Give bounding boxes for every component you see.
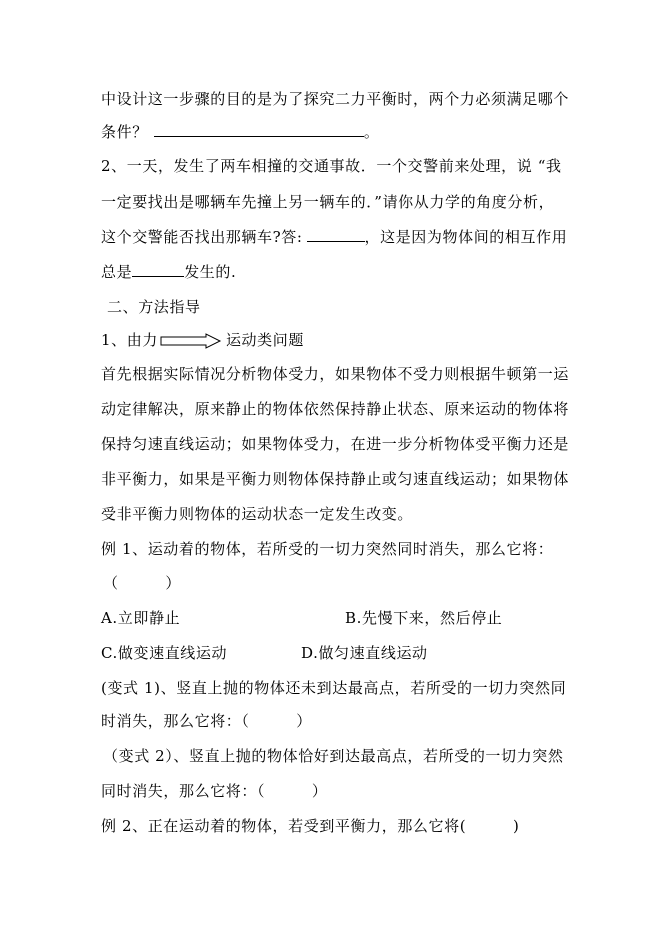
question-text: 这个交警能否找出那辆车?答: — [101, 228, 303, 246]
answer-blank[interactable] — [307, 227, 365, 242]
text-line: 受非平衡力则物体的运动状态一定发生改变。 — [101, 505, 414, 523]
example-question: 例 1、运动着的物体，若所受的一切力突然同时消失，那么它将： — [101, 540, 554, 558]
variant-question: (变式 1)、竖直上抛的物体还未到达最高点，若所受的一切力突然同 — [101, 679, 567, 697]
option-a[interactable]: A.立即静止 — [101, 609, 181, 627]
section-heading: 二、方法指导 — [107, 298, 201, 316]
question-text: 总是 — [101, 263, 133, 281]
arrow-right-icon — [160, 333, 222, 349]
option-d[interactable]: D.做匀速直线运动 — [301, 644, 428, 662]
answer-blank[interactable] — [154, 122, 364, 137]
text-line — [101, 122, 379, 142]
question-text: 发生的. — [184, 263, 237, 281]
item-label: 运动类问题 — [225, 331, 304, 349]
text-line — [101, 227, 567, 247]
option-c[interactable]: C.做变速直线运动 — [101, 644, 228, 662]
variant-question: （变式 2）、竖直上抛的物体恰好到达最高点，若所受的一切力突然 — [103, 747, 564, 765]
text-line — [101, 330, 304, 350]
text-line: 非平衡力，如果是平衡力则物体保持静止或匀速直线运动；如果物体 — [101, 470, 570, 488]
question-text: 条件？ — [101, 123, 148, 141]
text-line: 保持匀速直线运动；如果物体受力，在进一步分析物体受平衡力还是 — [101, 435, 570, 453]
option-b[interactable]: B.先慢下来，然后停止 — [345, 609, 503, 627]
answer-blank[interactable] — [132, 262, 184, 277]
text-line: 一定要找出是哪辆车先撞上另一辆车的．”请你从力学的角度分析， — [101, 193, 555, 211]
text-line: 中设计这一步骤的目的是为了探究二力平衡时，两个力必须满足哪个 — [101, 90, 570, 108]
example-question: 例 2、正在运动着的物体，若受到平衡力，那么它将( ) — [101, 817, 520, 835]
question-text: ，这是因为物体间的相互作用 — [364, 228, 568, 246]
text-line: 首先根据实际情况分析物体受力，如果物体不受力则根据牛顿第一运 — [101, 365, 570, 383]
text-line: 动定律解决，原来静止的物体依然保持静止状态、原来运动的物体将 — [101, 400, 570, 418]
text-line: 2、一天，发生了两车相撞的交通事故．一个交警前来处理，说 “我 — [101, 157, 562, 175]
answer-paren[interactable]: （ ） — [103, 574, 182, 592]
text-line — [101, 262, 236, 282]
variant-question: 同时消失，那么它将：（ ） — [101, 782, 328, 800]
variant-question: 时消失，那么它将：（ ） — [101, 712, 312, 730]
question-text: 。 — [363, 123, 380, 141]
item-label: 1、由力 — [101, 331, 158, 349]
